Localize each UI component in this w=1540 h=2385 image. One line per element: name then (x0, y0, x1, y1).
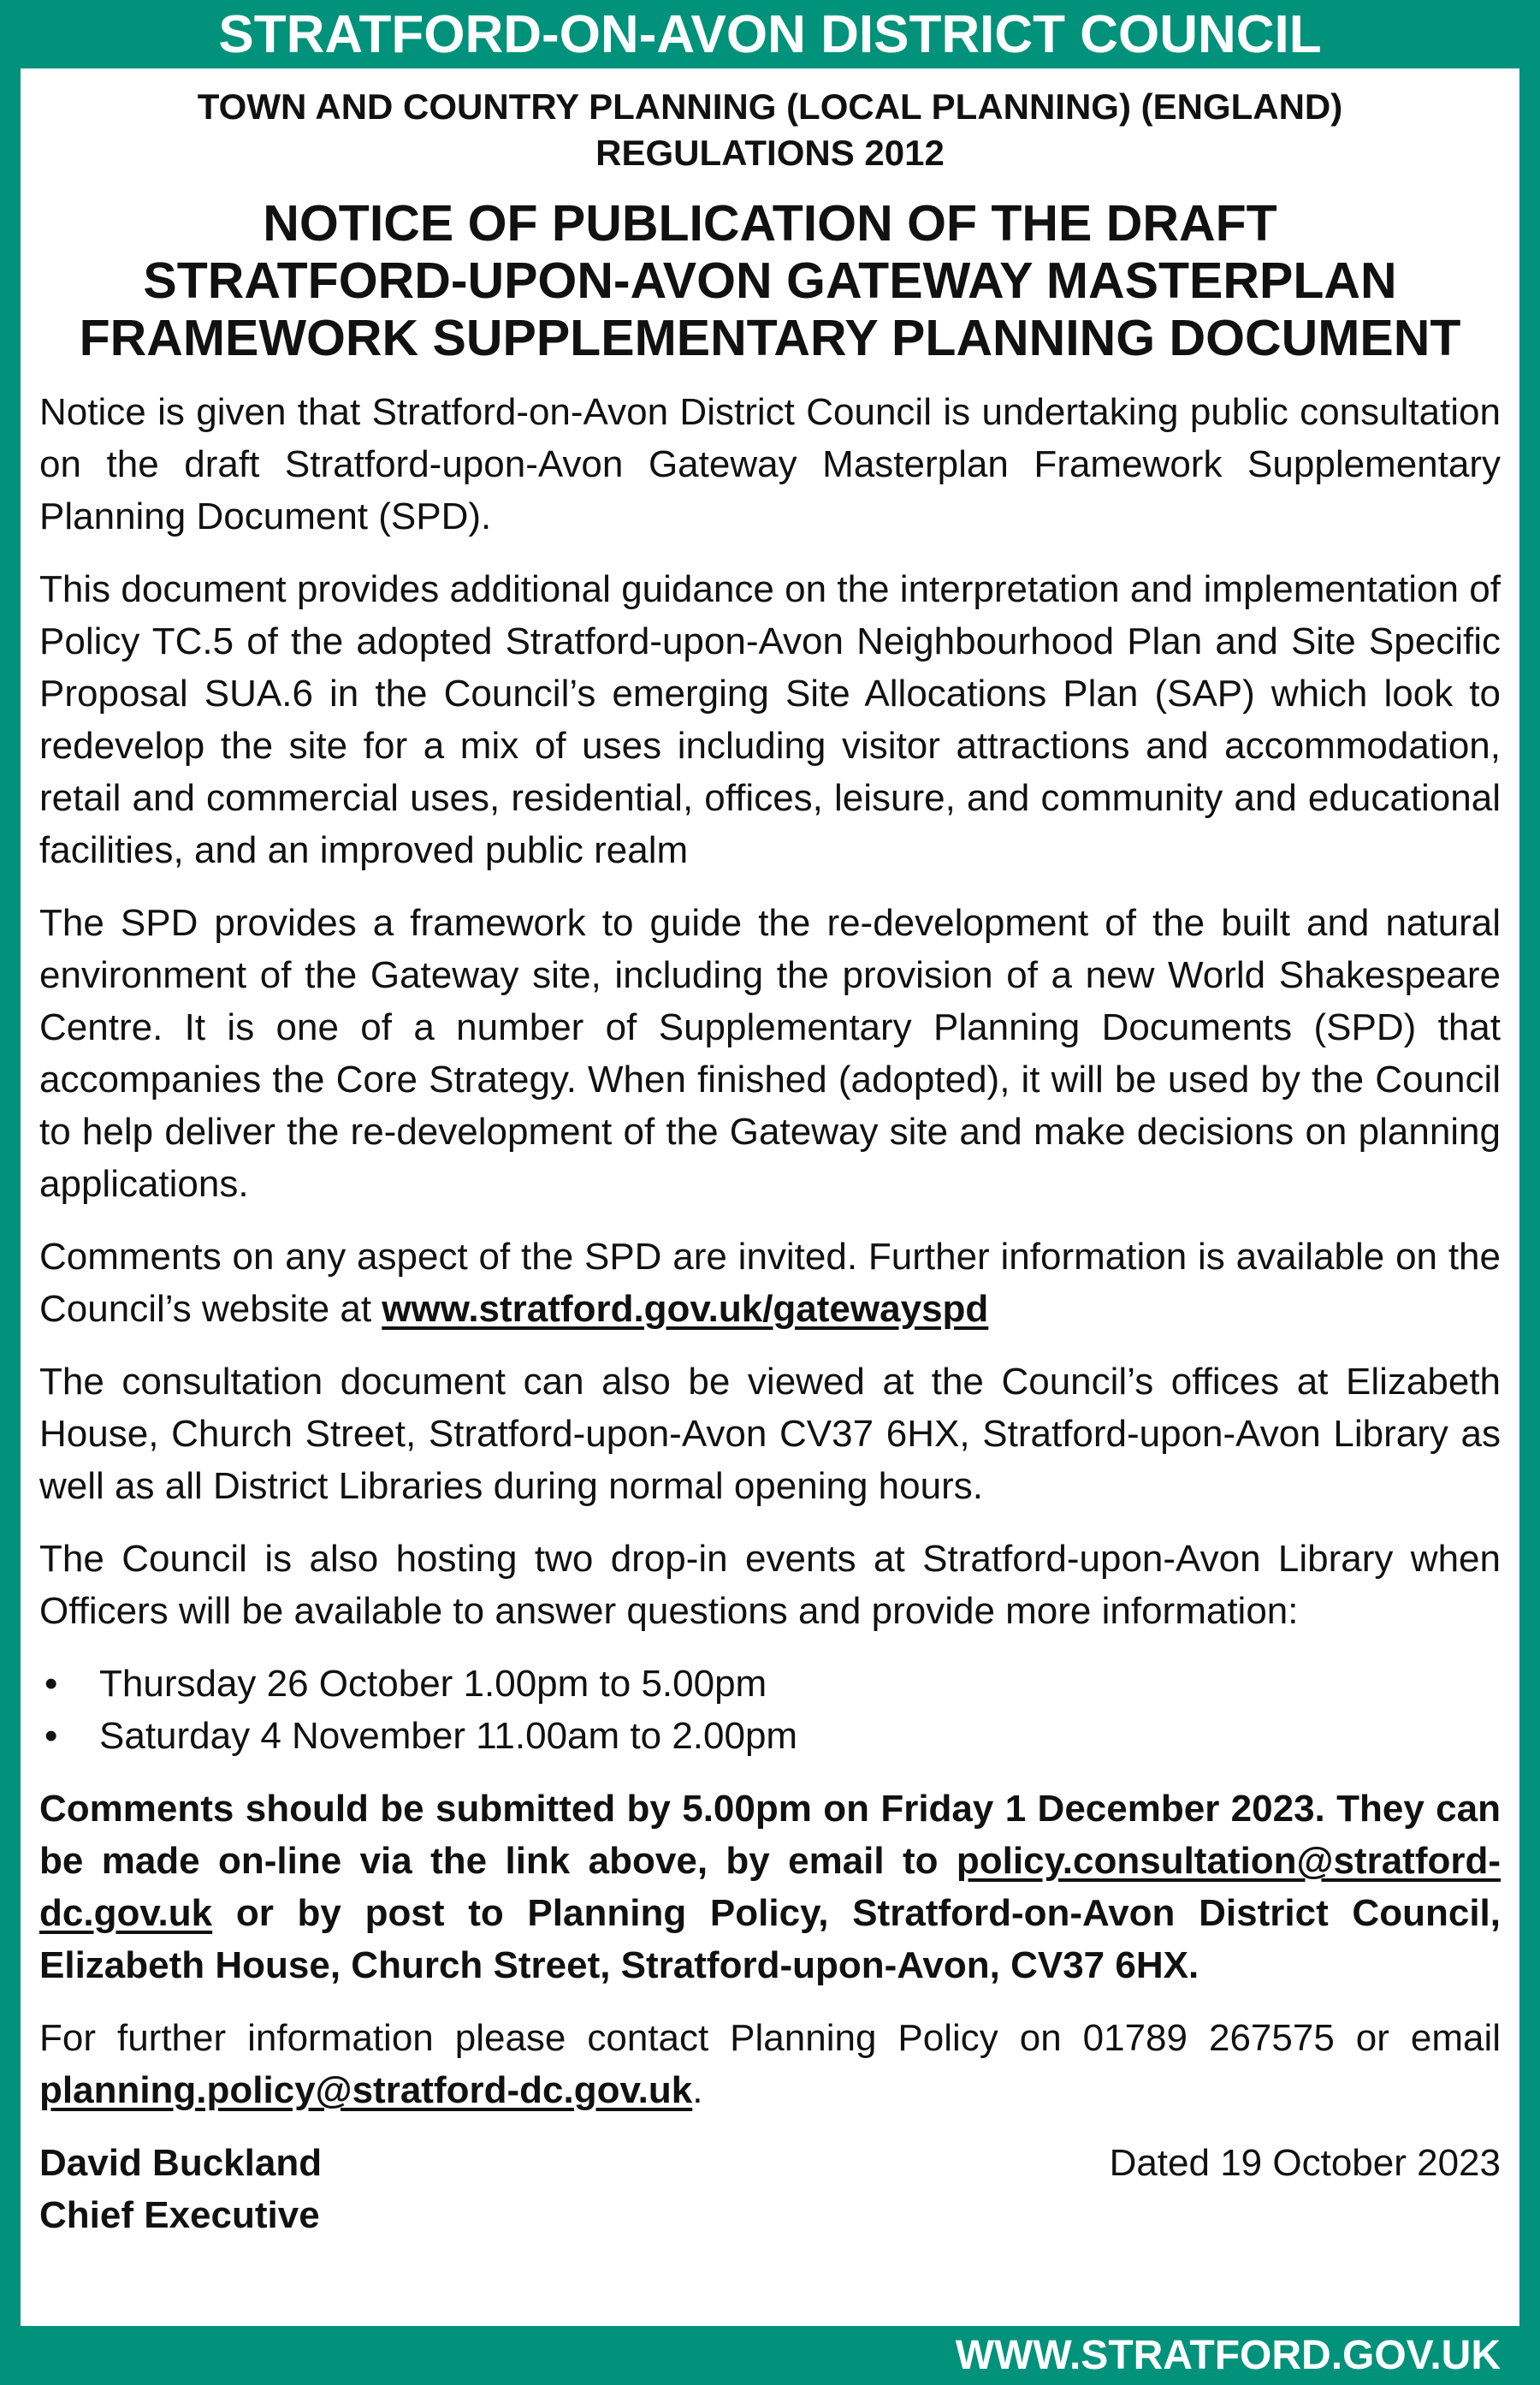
paragraph-comments-invited (39, 1231, 1501, 1335)
notice-title (39, 195, 1501, 367)
title-line-1: NOTICE OF PUBLICATION OF THE DRAFT (263, 195, 1277, 252)
bullet-icon: • (44, 1715, 58, 1757)
signatory-role: Chief Executive (39, 2194, 320, 2236)
list-item (39, 1710, 1501, 1762)
paragraph-notice: Notice is given that Stratford-on-Avon District Council is undertaking public consultation on the draft Stratford-upon-Avon Gateway Masterplan Framework Supplementary Planning Document (SPD). (39, 391, 1501, 537)
regulations-heading (39, 84, 1501, 176)
bullet-icon: • (44, 1663, 58, 1705)
website-footer-banner (0, 2326, 1540, 2385)
list-item (39, 1658, 1501, 1710)
submission-text-1: Comments should be submitted by 5.00pm on Friday 1 December 2023. They can be made on-line via the link above, by email to (39, 1788, 1501, 1882)
dated-line: Dated 19 October 2023 (1109, 2142, 1501, 2184)
event-text: Thursday 26 October 1.00pm to 5.00pm (99, 1663, 767, 1705)
council-name: STRATFORD-ON-AVON DISTRICT COUNCIL (218, 4, 1322, 64)
comments-invited-text: Comments on any aspect of the SPD are invited. Further information is available on the Council’s website at (39, 1236, 1501, 1330)
notice-content (39, 84, 1501, 2241)
regulations-line-1: TOWN AND COUNTRY PLANNING (LOCAL PLANNING) (ENGLAND) (197, 86, 1343, 127)
contact-text: For further information please contact Planning Policy on 01789 267575 or email (39, 2017, 1501, 2059)
title-line-3: FRAMEWORK SUPPLEMENTARY PLANNING DOCUMENT (79, 310, 1461, 366)
footer-website[interactable]: WWW.STRATFORD.GOV.UK (955, 2333, 1501, 2378)
paragraph-submission (39, 1783, 1501, 1991)
title-line-2: STRATFORD-UPON-AVON GATEWAY MASTERPLAN (143, 252, 1397, 309)
paragraph-viewing: The consultation document can also be viewed at the Council’s offices at Elizabeth House, Church Street, Stratford-upon-Avon CV37 6HX, Stratford-upon-Avon Library as well as all District Libraries during normal opening hours. (39, 1361, 1501, 1507)
signature-block (39, 2137, 1501, 2241)
signatory-name: David Buckland (39, 2142, 323, 2184)
paragraph-drop-in: The Council is also hosting two drop-in events at Stratford-upon-Avon Library when Officers will be available to answer questions and provide more information: (39, 1538, 1501, 1632)
consultation-email-link[interactable]: policy.consultation@stratford-dc.gov.uk (39, 1840, 1501, 1934)
contact-end: . (692, 2069, 703, 2111)
events-list (39, 1658, 1501, 1762)
submission-text-2: or by post to Planning Policy, Stratford-on-Avon District Council, Elizabeth House, Church Street, Stratford-upon-Avon, CV37 6HX. (39, 1892, 1501, 1986)
paragraph-contact (39, 2012, 1501, 2116)
regulations-line-2: REGULATIONS 2012 (595, 133, 945, 173)
event-text: Saturday 4 November 11.00am to 2.00pm (99, 1715, 798, 1757)
paragraph-guidance: This document provides additional guidance on the interpretation and implementation of Policy TC.5 of the adopted Stratford-upon-Avon Neighbourhood Plan and Site Specific Proposal SUA.6 in the Council’s emerging Site Allocations Plan (SAP) which look to redevelop the site for a mix of uses including visitor attractions and accommodation, retail and commercial uses, residential, offices, leisure, and community and educational facilities, and an improved public realm (39, 568, 1501, 871)
website-link[interactable]: www.stratford.gov.uk/gatewayspd (382, 1288, 989, 1330)
signatory (39, 2137, 322, 2241)
policy-email-link[interactable]: planning.policy@stratford-dc.gov.uk (39, 2069, 693, 2111)
paragraph-framework: The SPD provides a framework to guide the re-development of the built and natural environment of the Gateway site, including the provision of a new World Shakespeare Centre. It is one of a number of Supplementary Planning Documents (SPD) that accompanies the Core Strategy. When finished (adopted), it will be used by the Council to help deliver the re-development of the Gateway site and make decisions on planning applications. (39, 902, 1501, 1205)
council-name-banner (0, 0, 1540, 68)
